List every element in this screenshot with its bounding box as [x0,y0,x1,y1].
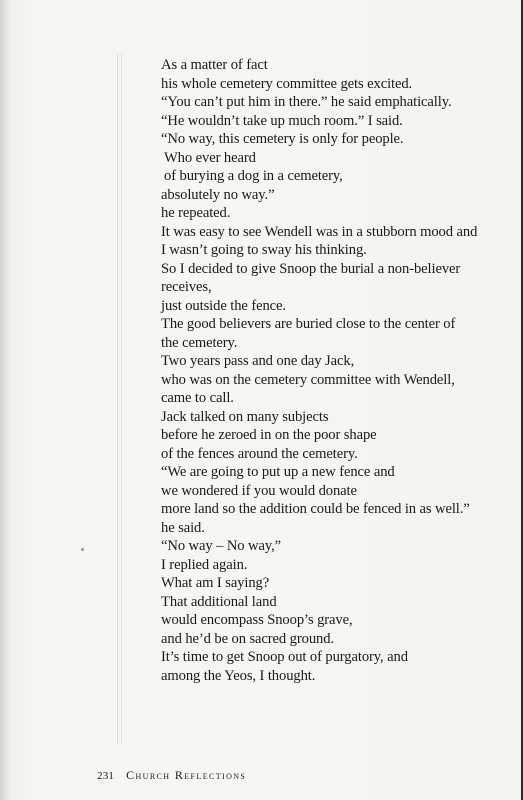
poem-line: he repeated. [161,205,231,221]
poem-line: As a matter of fact [161,57,268,73]
poem-line: of the fences around the cemetery. [161,445,358,462]
poem-body [161,56,491,685]
poem-line: “You can’t put him in there.” he said emphatically. [161,94,452,110]
poem-line: What am I saying? [161,575,270,591]
poem-line: came to call. [161,390,234,406]
gutter-shadow [0,0,10,800]
poem-line: the cemetery. [161,334,238,351]
poem-line: just outside the fence. [161,297,286,314]
poem-line: and he’d be on sacred ground. [161,630,334,647]
page-footer [97,768,246,783]
poem-line: “No way, this cemetery is only for people. [161,131,404,147]
poem-line: we wondered if you would donate [161,482,357,499]
poem-line: It’s time to get Snoop out of purgatory, and [161,649,408,665]
poem-line: before he zeroed in on the poor shape [161,427,377,443]
scan-speck [81,548,84,551]
poem-line: his whole cemetery committee gets excited. [161,75,413,92]
page-number: 231 [97,770,115,782]
poem-line: So I decided to give Snoop the burial a non-believer [161,260,461,277]
poem-line: he said. [161,519,205,536]
poem-line: “We are going to put up a new fence and [161,464,395,480]
poem-line: among the Yeos, I thought. [161,667,316,684]
poem-line: receives, [161,279,212,295]
poem-line: Jack talked on many subjects [161,408,329,425]
margin-rule [117,54,122,744]
poem-line: The good believers are buried close to the center of [161,316,456,332]
poem-line: more land so the addition could be fenced in as well.” [161,501,470,517]
poem-line: Two years pass and one day Jack, [161,353,355,369]
poem-line: who was on the cemetery committee with Wendell, [161,371,455,388]
poem-line: of burying a dog in a cemetery, [164,168,343,184]
poem-line: It was easy to see Wendell was in a stubborn mood and [161,223,478,240]
running-head: Church Reflections [126,768,247,782]
poem-line: absolutely no way.” [161,186,275,203]
poem-line: That additional land [161,593,277,610]
poem-line: I wasn’t going to sway his thinking. [161,242,367,258]
poem-line: I replied again. [161,556,248,573]
poem-line: Who ever heard [164,149,256,166]
poem-line: would encompass Snoop’s grave, [161,612,353,628]
poem-line: “He wouldn’t take up much room.” I said. [161,112,403,129]
poem-line: “No way – No way,” [161,538,282,554]
